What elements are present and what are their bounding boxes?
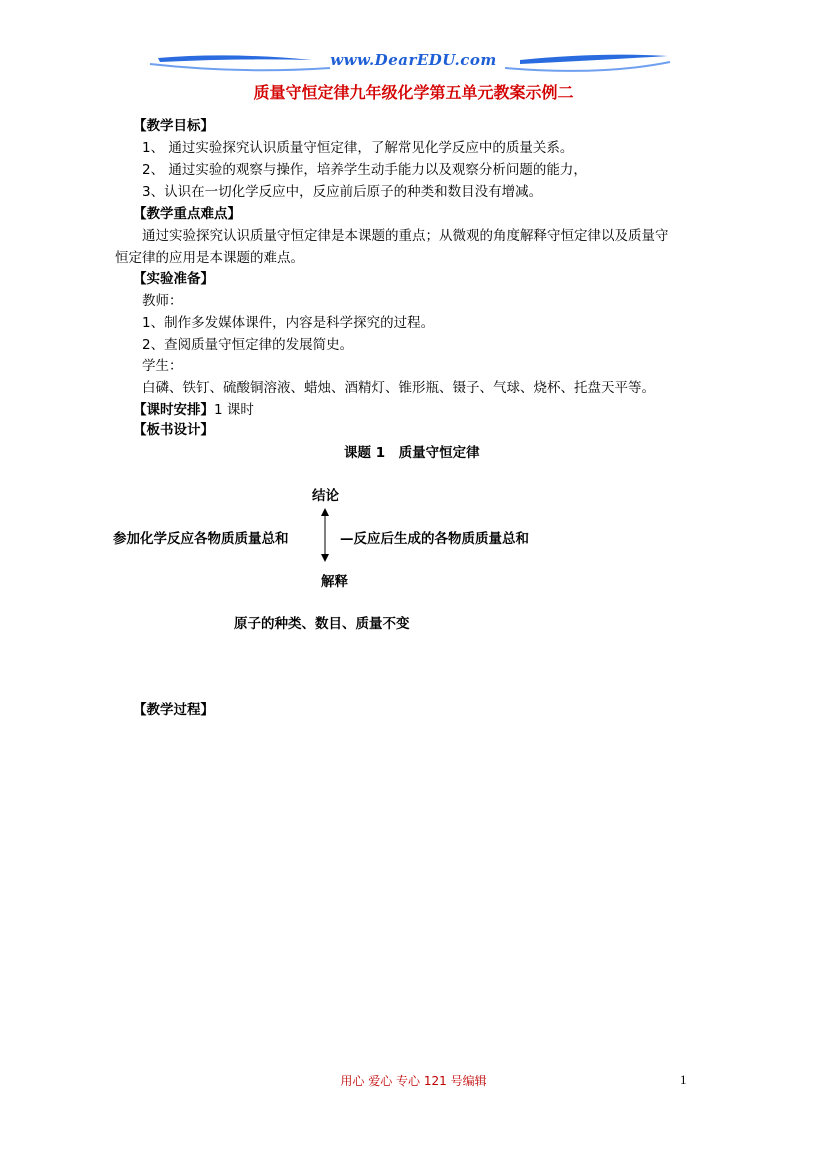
process-heading: 【教学过程】	[133, 702, 214, 718]
double-arrow-icon	[318, 508, 332, 562]
schedule-value: 1 课时	[214, 402, 254, 418]
document-title: 质量守恒定律九年级化学第五单元教案示例二	[253, 83, 574, 102]
goal-item: 3、认识在一切化学反应中，反应前后原子的种类和数目没有增减。	[142, 184, 543, 200]
prep-teacher-item: 1、制作多发媒体课件，内容是科学探究的过程。	[142, 315, 435, 331]
goal-item: 1、 通过实验探究认识质量守恒定律，了解常见化学反应中的质量关系。	[142, 140, 574, 156]
key-heading: 【教学重点难点】	[133, 206, 241, 222]
prep-student-item: 白磷、铁钉、硫酸铜溶液、蜡烛、酒精灯、锥形瓶、镊子、气球、烧杯、托盘天平等。	[142, 380, 655, 396]
prep-heading: 【实验准备】	[133, 271, 214, 287]
board-lesson-title: 课题 1 质量守恒定律	[344, 445, 480, 461]
key-text-line: 恒定律的应用是本课题的难点。	[115, 250, 304, 266]
board-right-text: —反应后生成的各物质质量总和	[340, 531, 529, 547]
goals-heading: 【教学目标】	[133, 118, 214, 134]
schedule-heading: 【课时安排】	[133, 402, 214, 418]
prep-teacher-item: 2、查阅质量守恒定律的发展简史。	[142, 337, 354, 353]
footer-text: 用心 爱心 专心 121 号编辑	[340, 1074, 487, 1088]
schedule-line	[133, 398, 254, 418]
board-left-text: 参加化学反应各物质质量总和	[113, 531, 289, 547]
board-atoms: 原子的种类、数目、质量不变	[234, 616, 410, 632]
board-conclusion: 结论	[312, 488, 339, 504]
prep-teacher-label: 教师：	[142, 293, 183, 309]
board-explain: 解释	[321, 574, 348, 590]
page-number: 1	[680, 1072, 687, 1087]
board-heading: 【板书设计】	[133, 422, 214, 438]
site-url: www.DearEDU.com	[330, 51, 497, 69]
key-text-line: 通过实验探究认识质量守恒定律是本课题的重点；从微观的角度解释守恒定律以及质量守	[142, 228, 669, 244]
prep-student-label: 学生：	[142, 358, 183, 374]
goal-item: 2、 通过实验的观察与操作，培养学生动手能力以及观察分析问题的能力，	[142, 162, 587, 178]
